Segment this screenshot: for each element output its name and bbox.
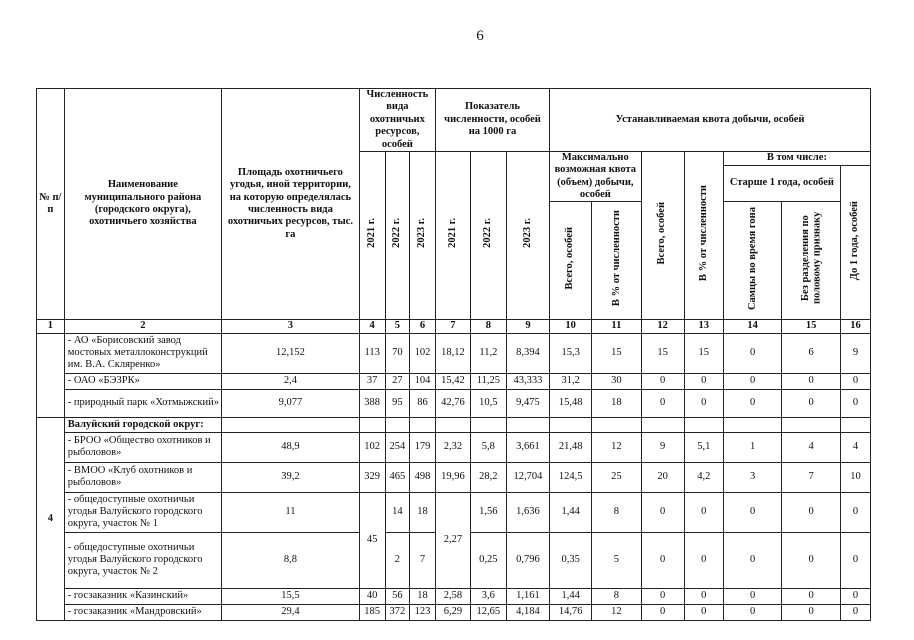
- table-row: - общедоступные охотничьи угодья Валуйского городского округа, участок № 2 8,8 2 7 0,25 0,796 0,35 5 0 0 0 0 0: [37, 532, 871, 588]
- page-number: 6: [476, 28, 484, 44]
- header-count-2022: 2022 г.: [385, 151, 410, 319]
- header-max-total: Всего, особей: [550, 202, 592, 319]
- table-row: - АО «Борисовский завод мостовых металлоконструкций им. В.А. Скляренко» 12,152 113 70 102 18,12 11,2 8,394 15,3 15 15 15 0 6 9: [37, 333, 871, 373]
- header-quota-total: Всего, особей: [641, 151, 684, 319]
- header-under1: До 1 года, особей: [840, 165, 870, 319]
- table-row: - госзаказник «Мандровский» 29,4 185 372 123 6,29 12,65 4,184 14,76 12 0 0 0 0 0: [37, 604, 871, 620]
- column-index-row: 1 2 3 4 5 6 7 8 9 10 11 12 13 14 15 16: [37, 319, 871, 333]
- table-row: - БРОО «Общество охотников и рыболовов» 48,9 102 254 179 2,32 5,8 3,661 21,48 12 9 5,1 1 4 4: [37, 432, 871, 462]
- merged-density-2021: 2,27: [435, 492, 470, 588]
- header-quota-pct: В % от численности: [684, 151, 723, 319]
- table-row: - ОАО «БЭЗРК» 2,4 37 27 104 15,42 11,25 43,333 31,2 30 0 0 0 0 0: [37, 373, 871, 389]
- header-males: Самцы во время гона: [723, 202, 782, 319]
- row-num-4: 4: [37, 417, 65, 620]
- header-name: Наименование муниципального района (городского округа), охотничьего хозяйства: [64, 89, 221, 320]
- quota-table: [36, 88, 871, 621]
- header-max-pct: В % от численности: [592, 202, 641, 319]
- header-count-2021: 2021 г.: [359, 151, 385, 319]
- header-area: Площадь охотничьего угодья, иной территории, на которую определялась численность вида охотничьих ресурсов, тыс. га: [222, 89, 360, 320]
- header-including: В том числе:: [723, 151, 870, 165]
- header-older: Старше 1 года, особей: [723, 165, 840, 202]
- header-num: № п/п: [37, 89, 65, 320]
- group-title: Валуйский городской округ:: [64, 417, 221, 432]
- header-max-quota: Максимально возможная квота (объем) добычи, особей: [550, 151, 641, 202]
- header-quota: Устанавливаемая квота добычи, особей: [550, 89, 871, 152]
- table-row: - природный парк «Хотмыжский» 9,077 388 95 86 42,76 10,5 9,475 15,48 18 0 0 0 0 0: [37, 389, 871, 417]
- header-density-2022: 2022 г.: [470, 151, 506, 319]
- table-row: - ВМОО «Клуб охотников и рыболовов» 39,2 329 465 498 19,96 28,2 12,704 124,5 25 20 4,2 3 7 10: [37, 462, 871, 492]
- header-count: Численность вида охотничьих ресурсов, особей: [359, 89, 435, 152]
- merged-count-2021: 45: [359, 492, 385, 588]
- table-row: - госзаказник «Казинский» 15,5 40 56 18 2,58 3,6 1,161 1,44 8 0 0 0 0 0: [37, 588, 871, 604]
- header-count-2023: 2023 г.: [410, 151, 436, 319]
- group-title-row: [37, 417, 871, 432]
- row-num-empty: [37, 333, 65, 417]
- table-row: - общедоступные охотничьи угодья Валуйского городского округа, участок № 1 11 45 14 18 2,27 1,56 1,636 1,44 8 0 0 0 0 0: [37, 492, 871, 532]
- header-density-2023: 2023 г.: [506, 151, 549, 319]
- header-no-sex: Без разделения по половому признаку: [782, 202, 841, 319]
- header-density: Показатель численности, особей на 1000 га: [435, 89, 549, 152]
- header-density-2021: 2021 г.: [435, 151, 470, 319]
